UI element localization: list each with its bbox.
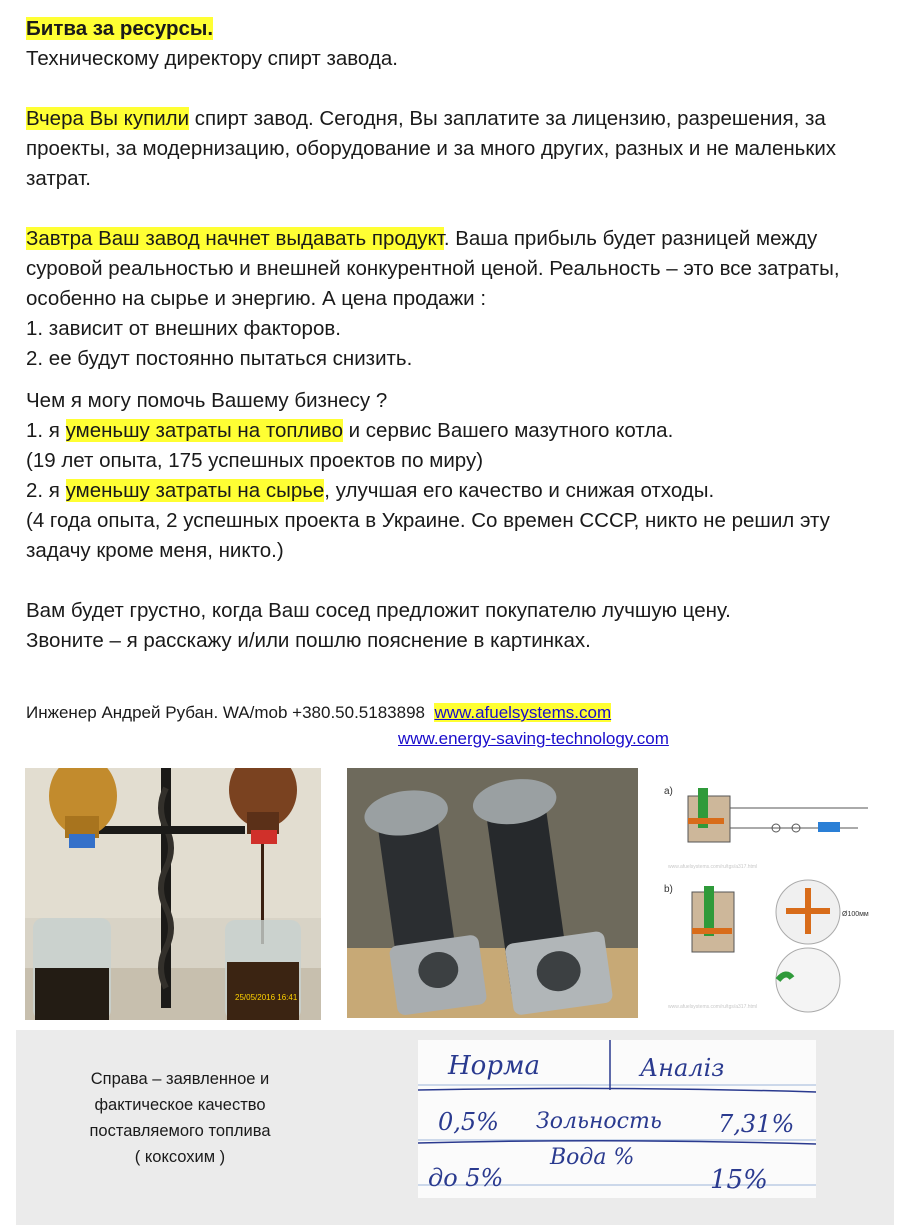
- handwritten-header-analysis: Аналіз: [640, 1054, 725, 1082]
- help-item-1-note: (19 лет опыта, 175 успешных проектов по миру): [26, 449, 484, 472]
- help-item-1-prefix: 1. я: [26, 419, 66, 442]
- title-highlight: Битва за ресурсы.: [26, 17, 214, 40]
- closing-line-1: Вам будет грустно, когда Ваш сосед предложит покупателю лучшую цену.: [26, 599, 731, 622]
- help-item-2-highlight: уменьшу затраты на сырье: [65, 479, 325, 502]
- link-afuelsystems[interactable]: www.afuelsystems.com: [434, 703, 612, 722]
- diagram-watermark-1: www.afuelsystems.com/ru/tgs/a317.html: [668, 864, 758, 870]
- photo-pipe-units: [347, 768, 638, 1018]
- caption-line-2: фактическое качество: [94, 1096, 266, 1114]
- highlight-tomorrow: Завтра Ваш завод начнет выдавать продукт: [26, 227, 444, 250]
- help-item-1: [26, 416, 886, 446]
- help-item-1-suffix: и сервис Вашего мазутного котла.: [342, 419, 674, 442]
- help-item-2-suffix: , улучшая его качество и снижая отходы.: [324, 479, 715, 502]
- handwritten-norm-water: до 5%: [428, 1164, 504, 1192]
- handwritten-label-water: Вода %: [550, 1145, 635, 1170]
- letter-body: [26, 14, 886, 656]
- handwritten-analysis-water: 15%: [710, 1165, 768, 1195]
- purchase-text: спирт завод. Сегодня, Вы заплатите за лицензию, разрешения, за проекты, за модернизацию, оборудование и за много других, разных и не маленьких затрат.: [26, 107, 837, 190]
- contact-block: [26, 700, 886, 752]
- fuel-quality-caption: [60, 1066, 300, 1170]
- diagram-watermark-2: www.afuelsystems.com/ru/tgs/a317.html: [668, 1004, 758, 1010]
- help-item-2: [26, 476, 886, 506]
- list-item-2: 2. ее будут постоянно пытаться снизить.: [26, 347, 413, 370]
- diagram-fuel-system: [658, 768, 886, 1014]
- photo-date-stamp: 25/05/2016 16:41: [235, 993, 298, 1002]
- caption-line-4: ( коксохим ): [134, 1148, 226, 1166]
- help-item-2-prefix: 2. я: [26, 479, 66, 502]
- caption-line-1: Справа – заявленное и: [90, 1070, 270, 1088]
- caption-line-3: поставляемого топлива: [89, 1122, 271, 1140]
- letter-title: [26, 14, 886, 44]
- diagram-label-b: b): [664, 884, 673, 895]
- list-item-1: 1. зависит от внешних факторов.: [26, 317, 341, 340]
- diagram-label-a: a): [664, 786, 673, 797]
- handwritten-header-norm: Норма: [448, 1051, 541, 1081]
- addressee-line: Техническому директору спирт завода.: [26, 47, 398, 70]
- help-question: Чем я могу помочь Вашему бизнесу ?: [26, 389, 388, 412]
- profit-text: . Ваша прибыль будет разницей между суровой реальностью и внешней конкурентной ценой. Реальность – это все затраты, особенно на сырье и энергию. А цена продажи :: [26, 227, 840, 310]
- contact-text: Инженер Андрей Рубан. WA/mob +380.50.5183898: [26, 703, 425, 722]
- photo-fuel-samples: [25, 768, 321, 1020]
- paragraph-purchase: [26, 104, 886, 194]
- diagram-dimension: Ø100мм: [842, 911, 869, 918]
- handwritten-analysis-ash: 7,31%: [718, 1110, 795, 1138]
- highlight-yesterday: Вчера Вы купили: [26, 107, 190, 130]
- closing-line-2: Звоните – я расскажу и/или пошлю пояснение в картинках.: [26, 629, 591, 652]
- handwritten-norm-ash: 0,5%: [438, 1108, 499, 1136]
- help-item-2-note: (4 года опыта, 2 успешных проекта в Украине. Со времен СССР, никто не решил эту задачу кроме меня, никто.): [26, 509, 830, 562]
- help-item-1-highlight: уменьшу затраты на топливо: [65, 419, 343, 442]
- contact-line-2: [26, 726, 886, 752]
- paragraph-profit: [26, 224, 886, 314]
- handwritten-label-ash: Зольность: [536, 1109, 662, 1134]
- contact-line-1: [26, 700, 886, 726]
- handwritten-fuel-analysis: [418, 1040, 816, 1198]
- link-energy-saving[interactable]: www.energy-saving-technology.com: [398, 729, 669, 748]
